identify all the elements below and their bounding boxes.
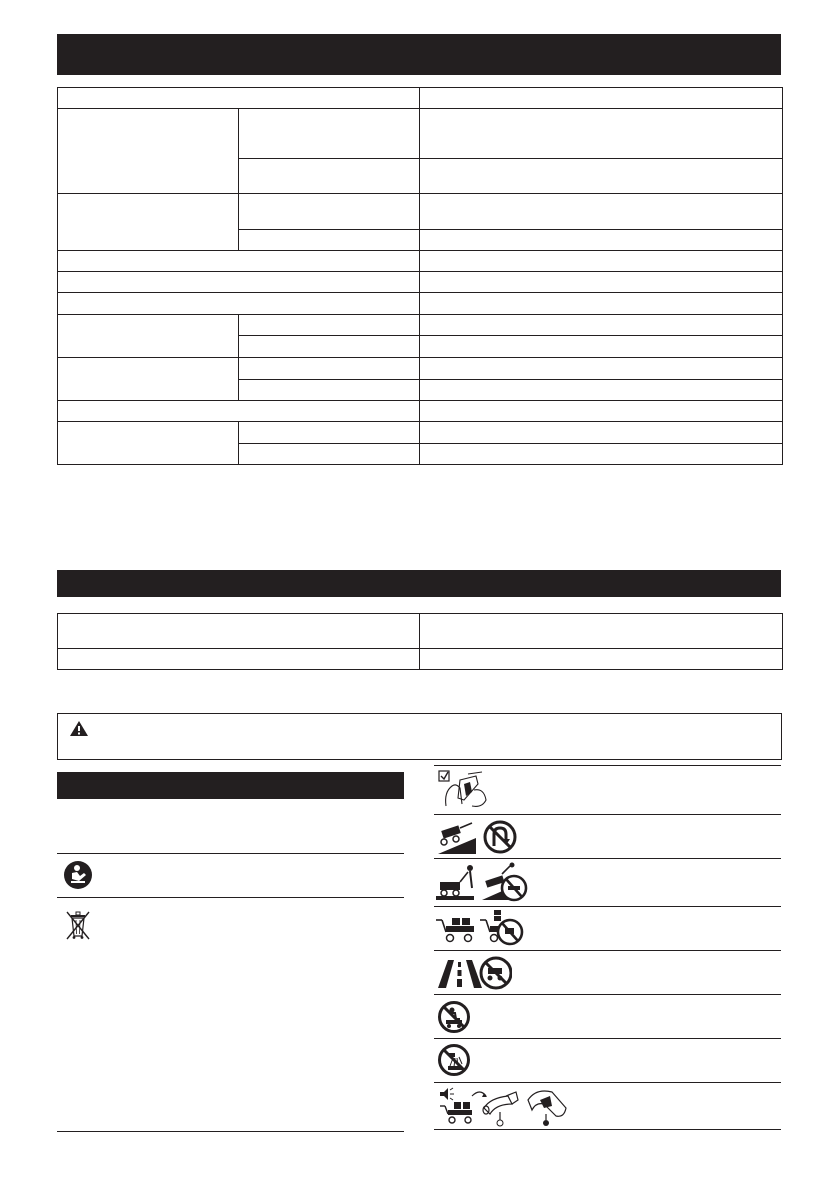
read-manual-icon bbox=[63, 860, 93, 890]
spec-group-label bbox=[58, 194, 239, 251]
table-row bbox=[58, 358, 783, 380]
table-row bbox=[58, 88, 783, 109]
spec-value bbox=[420, 422, 783, 444]
spec-group-label bbox=[58, 315, 239, 358]
table-row bbox=[58, 649, 783, 670]
spec-group-label bbox=[58, 358, 239, 401]
spec-label bbox=[58, 293, 420, 315]
spec-value bbox=[420, 358, 783, 380]
no-riding-icon bbox=[438, 1001, 470, 1033]
divider bbox=[57, 897, 404, 898]
no-slope-operation-icon bbox=[436, 862, 534, 902]
table-row bbox=[58, 315, 783, 336]
no-water-spray-icon bbox=[438, 1044, 470, 1076]
table-row bbox=[58, 293, 783, 315]
spec-label bbox=[58, 401, 420, 422]
spec-value bbox=[420, 336, 783, 358]
spec-group-label bbox=[58, 109, 239, 194]
standard-accessories-header bbox=[57, 570, 781, 597]
table-row bbox=[58, 251, 783, 272]
warning-triangle-icon bbox=[69, 720, 89, 737]
spec-sub-label bbox=[239, 336, 420, 358]
accessories-table bbox=[57, 613, 783, 670]
divider bbox=[434, 1082, 781, 1083]
alarm-release-lever-icon bbox=[436, 1086, 576, 1128]
table-row bbox=[58, 422, 783, 444]
table-row bbox=[58, 272, 783, 293]
specifications-header bbox=[57, 34, 781, 75]
check-handle-icon bbox=[438, 770, 490, 810]
spec-sub-label bbox=[239, 230, 420, 251]
spec-value bbox=[420, 380, 783, 401]
divider bbox=[434, 858, 781, 859]
spec-label bbox=[58, 251, 420, 272]
spec-sub-label bbox=[239, 109, 420, 159]
spec-value bbox=[420, 159, 783, 194]
spec-sub-label bbox=[239, 422, 420, 444]
divider bbox=[57, 1131, 404, 1132]
spec-value bbox=[420, 251, 783, 272]
accessory-label bbox=[58, 614, 420, 649]
accessory-value bbox=[420, 649, 783, 670]
no-public-road-icon bbox=[438, 956, 512, 990]
spec-value bbox=[420, 315, 783, 336]
spec-sub-label bbox=[239, 380, 420, 401]
crossed-out-bin-icon bbox=[64, 909, 92, 941]
table-row bbox=[58, 614, 783, 649]
divider bbox=[57, 853, 404, 854]
spec-sub-label bbox=[239, 358, 420, 380]
spec-value bbox=[420, 444, 783, 465]
spec-label bbox=[58, 272, 420, 293]
spec-value bbox=[420, 230, 783, 251]
accessory-label bbox=[58, 649, 420, 670]
divider bbox=[434, 814, 781, 815]
spec-value bbox=[420, 88, 783, 109]
divider bbox=[434, 765, 781, 766]
table-row bbox=[58, 194, 783, 230]
no-overload-icon bbox=[436, 910, 528, 946]
accessory-value bbox=[420, 614, 783, 649]
no-uturn-on-slope-icon bbox=[438, 820, 524, 856]
spec-value bbox=[420, 293, 783, 315]
spec-sub-label bbox=[239, 159, 420, 194]
spec-label bbox=[58, 88, 420, 109]
divider bbox=[434, 994, 781, 995]
spec-sub-label bbox=[239, 315, 420, 336]
spec-value bbox=[420, 109, 783, 159]
symbols-header bbox=[57, 772, 404, 799]
spec-value bbox=[420, 194, 783, 230]
warning-box bbox=[57, 713, 782, 760]
spec-value bbox=[420, 401, 783, 422]
spec-sub-label bbox=[239, 444, 420, 465]
spec-group-label bbox=[58, 422, 239, 465]
specifications-table bbox=[57, 87, 783, 465]
table-row bbox=[58, 109, 783, 159]
divider bbox=[434, 1038, 781, 1039]
spec-value bbox=[420, 272, 783, 293]
table-row bbox=[58, 401, 783, 422]
divider bbox=[434, 906, 781, 907]
divider bbox=[434, 1129, 781, 1130]
spec-sub-label bbox=[239, 194, 420, 230]
divider bbox=[434, 950, 781, 951]
